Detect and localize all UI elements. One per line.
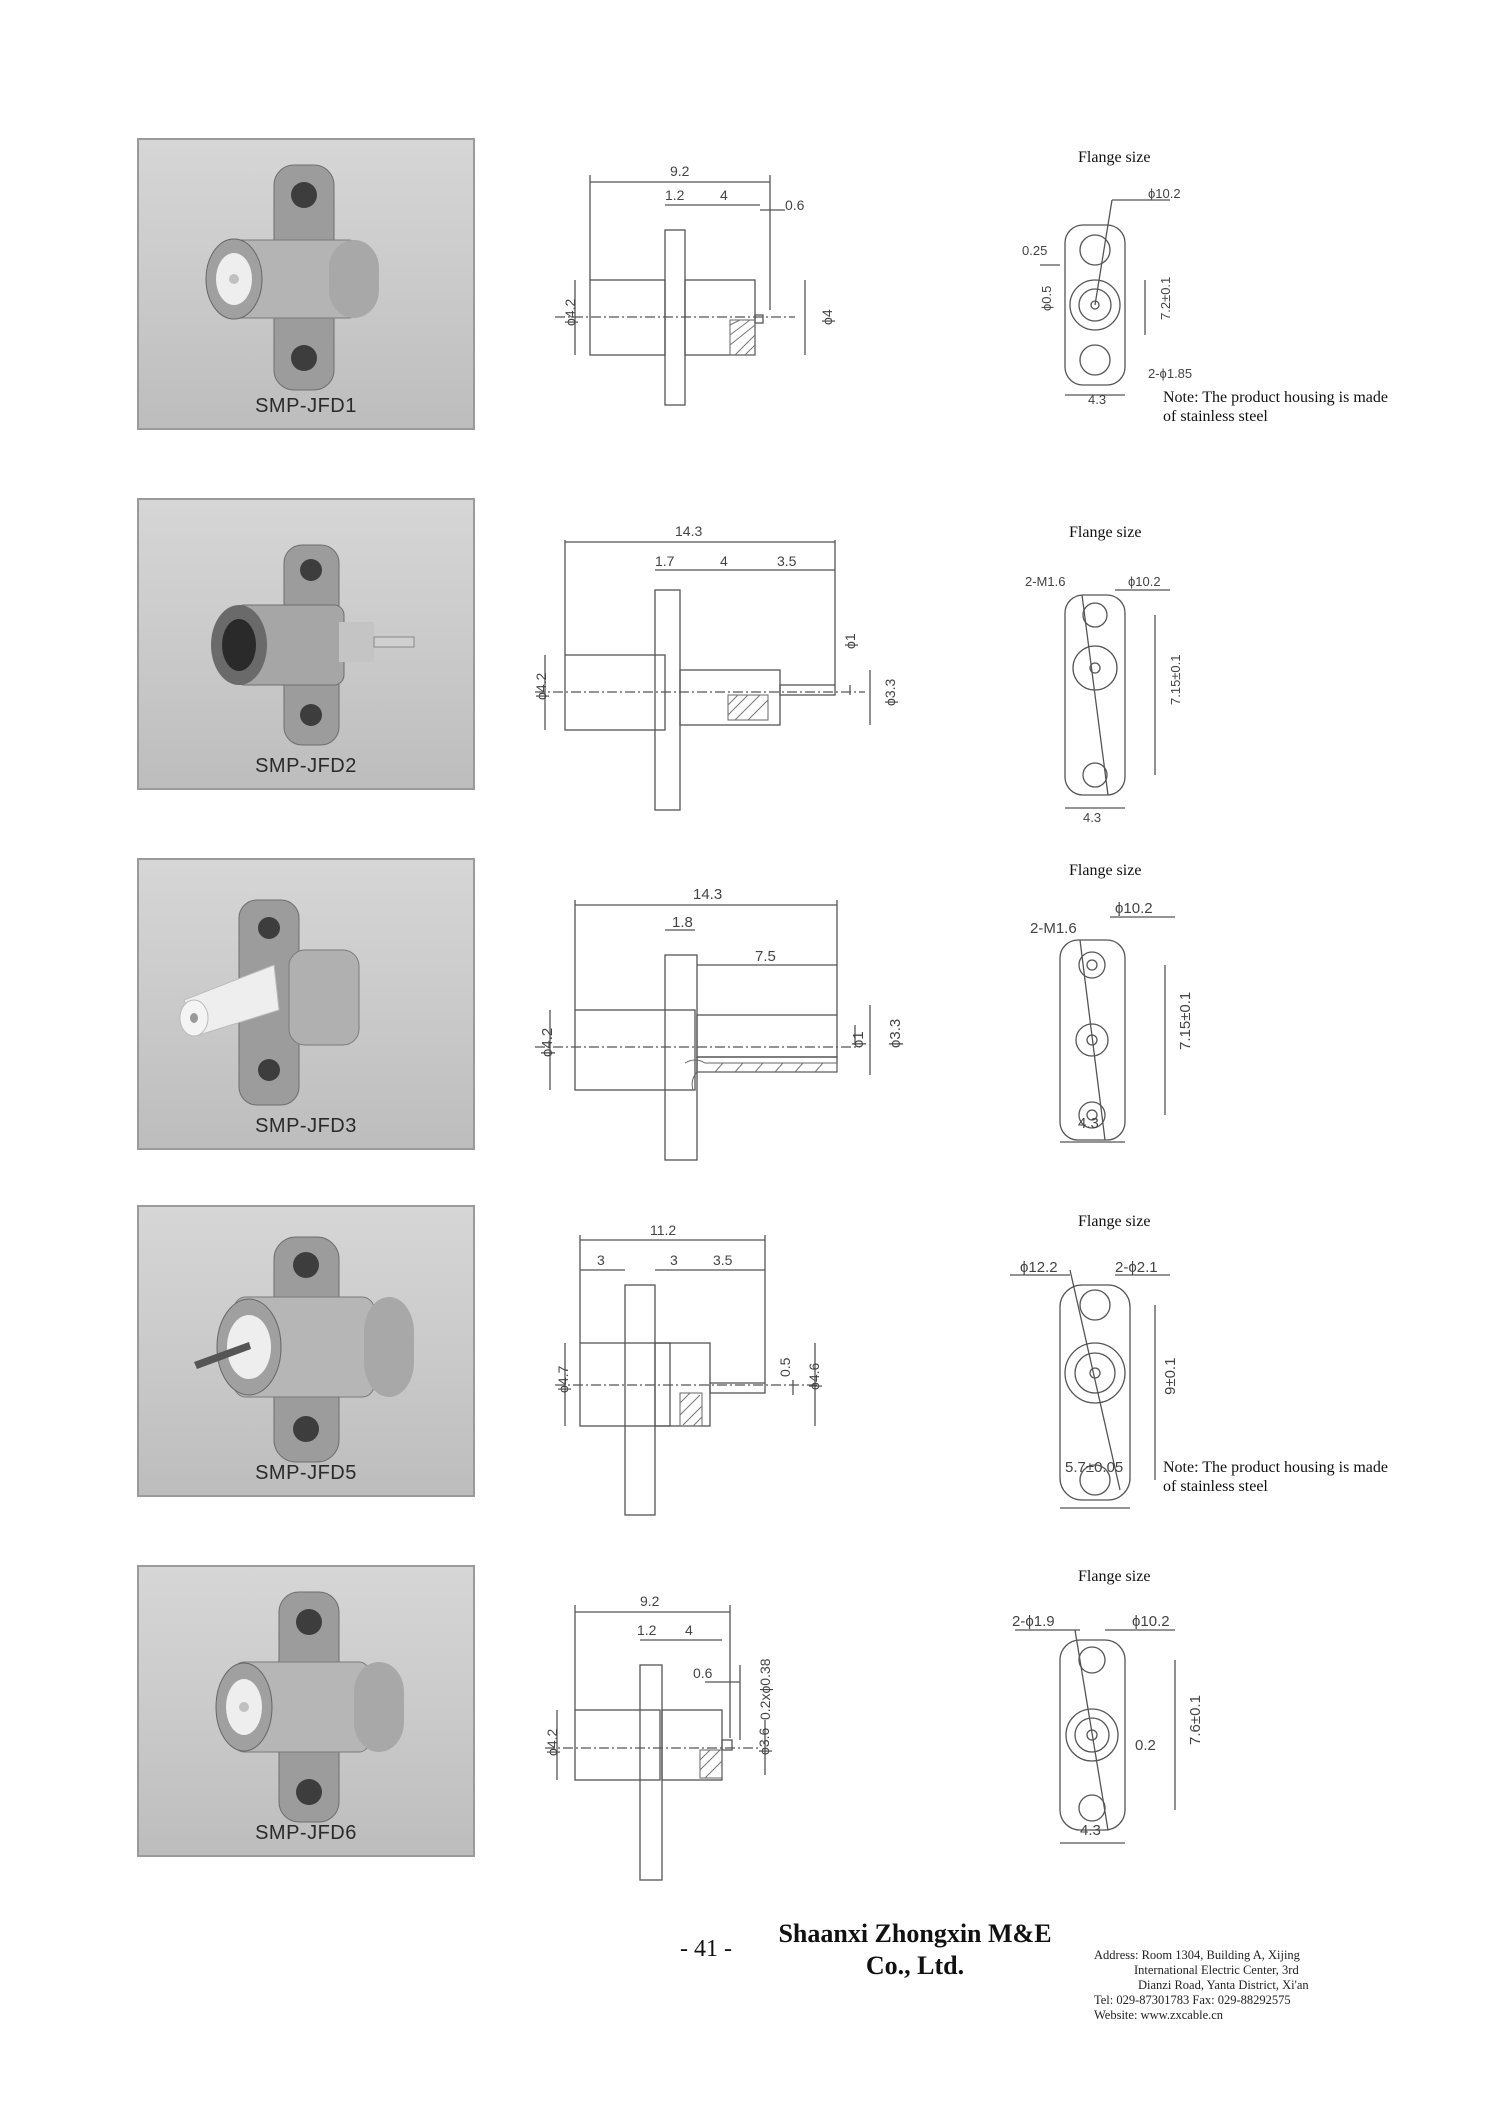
dim-pin-length: 3.5 — [713, 1252, 733, 1268]
dim-flange-width: 5.7±0.05 — [1065, 1459, 1124, 1476]
dim-hole-spacing: 9±0.1 — [1162, 1357, 1179, 1395]
product-label: SMP-JFD5 — [255, 1462, 357, 1484]
dim-flange-thickness: 1.2 — [665, 187, 685, 203]
dim-flange-width: 4.3 — [1088, 392, 1107, 407]
flange-drawing-smp-jfd3 — [1000, 890, 1360, 1190]
dim-flange-thickness: 1.2 — [637, 1622, 657, 1638]
dim-pin-diameter: ϕ0.5 — [1039, 285, 1054, 311]
product-label: SMP-JFD1 — [255, 395, 357, 417]
flange-drawing-smp-jfd6 — [1000, 1595, 1360, 1895]
dim-holes: 2-ϕ2.1 — [1115, 1259, 1158, 1276]
dim-pin-length: 3.5 — [777, 553, 797, 569]
dim-flange-outer: ϕ10.2 — [1115, 900, 1153, 917]
dim-overall-length: 14.3 — [693, 886, 723, 903]
dim-flange-outer: ϕ10.2 — [1148, 186, 1181, 201]
dim-front-length: 3 — [597, 1252, 605, 1268]
dim-rear-diameter: ϕ3.6 — [756, 1727, 772, 1755]
dim-flange-outer: ϕ10.2 — [1132, 1613, 1170, 1630]
flange-title: Flange size — [1069, 862, 1142, 879]
dim-hole-spacing: 7.15±0.1 — [1177, 991, 1194, 1050]
dim-flange-width: 4.3 — [1080, 1822, 1101, 1839]
dim-overall-length: 14.3 — [675, 523, 703, 539]
website-line: Website: www.zxcable.cn — [1094, 2008, 1224, 2022]
dim-thread: 2-M1.6 — [1030, 920, 1077, 937]
dim-rear-diameter: ϕ4 — [819, 309, 835, 325]
flange-drawing-smp-jfd2 — [1000, 550, 1360, 850]
dim-body-diameter: ϕ4.7 — [555, 1365, 571, 1393]
dim-hole-spacing: 7.2±0.1 — [1158, 276, 1173, 320]
dim-offset: 0.2 — [1135, 1737, 1156, 1754]
flange-title: Flange size — [1078, 1568, 1151, 1585]
side-view-drawing-smp-jfd6 — [515, 1590, 915, 1890]
dim-body-length: 4 — [720, 187, 728, 203]
dim-flange-thickness: 1.7 — [655, 553, 675, 569]
dim-overall-length: 11.2 — [650, 1225, 677, 1238]
dim-overall-length: 9.2 — [670, 163, 690, 179]
dim-hole-spacing: 7.15±0.1 — [1168, 654, 1183, 705]
dim-pin-spec: 0.2xϕ0.38 — [757, 1658, 773, 1720]
page-number: - 41 - — [680, 1936, 732, 1962]
side-view-drawing-smp-jfd5 — [515, 1225, 915, 1525]
company-line-2: Co., Ltd. — [865, 1951, 965, 1980]
product-photo-smp-jfd5 — [137, 1205, 475, 1497]
note-housing: Note: The product housing is made of stainless steel — [1163, 1459, 1388, 1495]
company-address — [1094, 1948, 1334, 2023]
address-line: Dianzi Road, Yanta District, Xi'an — [1138, 1978, 1309, 1992]
dim-pin-diameter: ϕ1 — [850, 1031, 867, 1048]
dim-pin-length: 0.6 — [693, 1665, 713, 1681]
side-view-drawing-smp-jfd1 — [515, 160, 915, 460]
contact-line: Tel: 029-87301783 Fax: 029-88292575 — [1094, 1993, 1291, 2007]
side-view-drawing-smp-jfd3 — [515, 885, 915, 1185]
dim-holes: 2-ϕ1.85 — [1148, 366, 1193, 381]
dim-flange-outer: ϕ12.2 — [1020, 1259, 1058, 1276]
address-line: International Electric Center, 3rd — [1134, 1963, 1299, 1977]
product-photo-smp-jfd6 — [137, 1565, 475, 1857]
product-photo-smp-jfd1 — [137, 138, 475, 430]
company-name — [770, 1918, 1060, 1982]
company-line-1: Shaanxi Zhongxin M&E — [778, 1919, 1052, 1948]
dim-rear-diameter: ϕ4.6 — [806, 1362, 822, 1390]
dim-thread: 2-M1.6 — [1025, 574, 1066, 589]
product-label: SMP-JFD3 — [255, 1115, 357, 1137]
dim-pin-length: 7.5 — [755, 948, 776, 965]
dim-pin-thickness: 0.5 — [777, 1357, 793, 1377]
product-label: SMP-JFD2 — [255, 755, 357, 777]
dim-hole-spacing: 7.6±0.1 — [1187, 1695, 1204, 1745]
address-line: Address: Room 1304, Building A, Xijing — [1094, 1948, 1300, 1962]
side-view-drawing-smp-jfd2 — [515, 520, 915, 820]
dim-body-length: 4 — [720, 553, 728, 569]
dim-body-length: 4 — [685, 1622, 693, 1638]
dim-flange-thickness: 1.8 — [672, 914, 693, 931]
dim-rear-diameter: ϕ3.3 — [882, 678, 898, 706]
dim-pin-diameter: ϕ1 — [842, 633, 858, 649]
dim-flange-width: 4.3 — [1078, 1115, 1099, 1132]
dim-holes: 2-ϕ1.9 — [1012, 1613, 1055, 1630]
dim-body-diameter: ϕ4.2 — [533, 672, 549, 700]
note-housing: Note: The product housing is made of stainless steel — [1163, 389, 1388, 425]
dim-body-diameter: ϕ4.2 — [562, 298, 578, 326]
dim-flange-outer: ϕ10.2 — [1128, 574, 1161, 589]
dim-pin-length: 0.6 — [785, 197, 805, 213]
product-photo-smp-jfd2 — [137, 498, 475, 790]
dim-flange-width: 4.3 — [1083, 810, 1102, 825]
product-label: SMP-JFD6 — [255, 1822, 357, 1844]
dim-body-diameter: ϕ4.2 — [539, 1027, 556, 1057]
flange-title: Flange size — [1078, 1213, 1151, 1230]
flange-title: Flange size — [1078, 149, 1151, 166]
flange-title: Flange size — [1069, 524, 1142, 541]
dim-overall-length: 9.2 — [640, 1593, 660, 1609]
dim-flange-offset: 0.25 — [1022, 243, 1048, 258]
dim-body-diameter: ϕ4.2 — [544, 1728, 560, 1756]
dim-body-length: 3 — [670, 1252, 678, 1268]
product-photo-smp-jfd3 — [137, 858, 475, 1150]
dim-rear-diameter: ϕ3.3 — [887, 1018, 904, 1048]
